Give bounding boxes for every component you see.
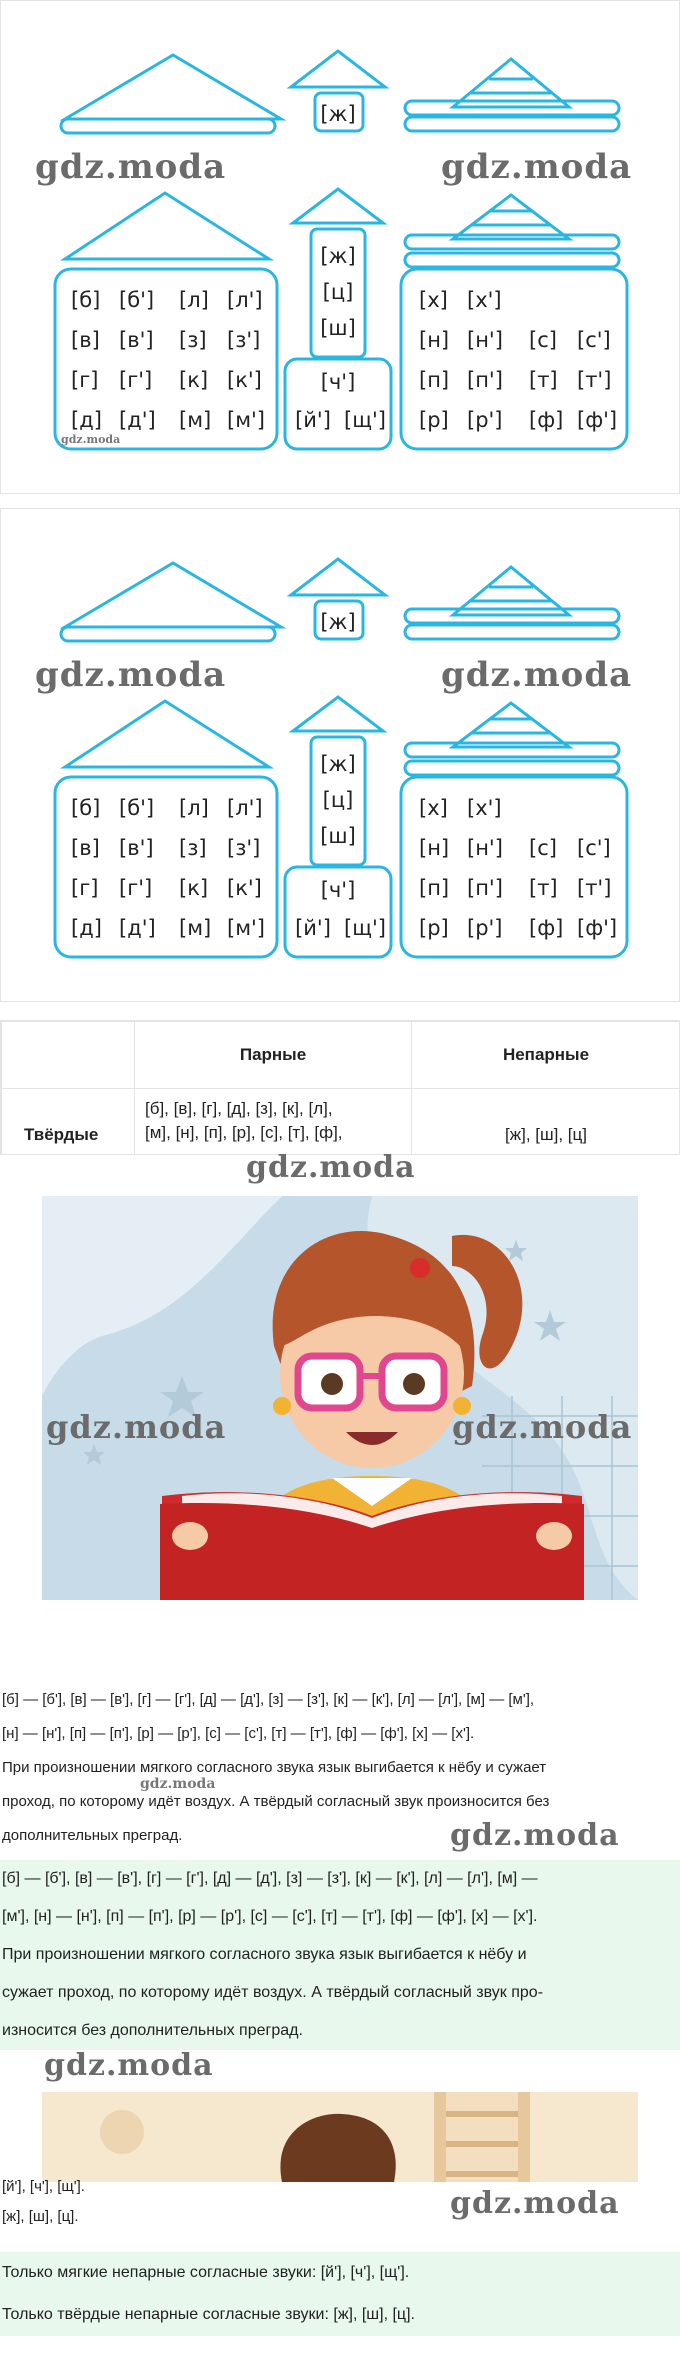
cell-sound: [с] bbox=[529, 328, 557, 352]
cell-sound: [д'] bbox=[119, 916, 156, 940]
text-line: дополнительных преград. bbox=[2, 1827, 183, 1844]
cell-sound: [ф'] bbox=[577, 916, 618, 940]
tower-sound: [ш] bbox=[320, 316, 356, 340]
scheme-card-1 bbox=[0, 0, 680, 494]
cell-sound: [н] bbox=[419, 836, 450, 860]
houses-scheme bbox=[1, 509, 680, 1003]
scheme-card-2 bbox=[0, 508, 680, 1002]
partial-illustration-image bbox=[42, 2092, 638, 2182]
cell-sound: [д] bbox=[71, 916, 102, 940]
cell-sound: [т'] bbox=[577, 368, 612, 392]
cell-sound: [в] bbox=[71, 328, 100, 352]
cell-sound: [к] bbox=[179, 368, 209, 392]
cell-sound: [н'] bbox=[467, 836, 503, 860]
cell-sound: [б'] bbox=[119, 288, 155, 312]
girl-reading-illustration bbox=[42, 1196, 638, 1600]
partial-illustration bbox=[42, 2092, 638, 2182]
tower-sound: [ш] bbox=[320, 824, 356, 848]
cell-sound: [ч'] bbox=[320, 878, 356, 902]
cell-sound: [т] bbox=[529, 876, 558, 900]
text-line: износится без дополнительных преград. bbox=[2, 2022, 303, 2039]
cell-sound: [л'] bbox=[227, 796, 263, 820]
cell-sound: [м'] bbox=[227, 408, 266, 432]
cell-sound: [х'] bbox=[467, 796, 502, 820]
watermark-small: gdz.moda bbox=[140, 1776, 216, 1792]
cell-sound: [д] bbox=[71, 408, 102, 432]
cell-sound: [ф] bbox=[529, 916, 564, 940]
cell-sound: [з] bbox=[179, 328, 207, 352]
cell-sound: [н'] bbox=[467, 328, 503, 352]
cell-sound: [в'] bbox=[119, 836, 154, 860]
watermark: gdz.moda bbox=[246, 1150, 416, 1185]
cell-sound: [х'] bbox=[467, 288, 502, 312]
cell-sound: [в'] bbox=[119, 328, 154, 352]
cell-sound: [м'] bbox=[227, 916, 266, 940]
cell-sound: [щ'] bbox=[344, 408, 386, 432]
cell-sound: [ф] bbox=[529, 408, 564, 432]
text-line: [б] — [б'], [в] — [в'], [г] — [г'], [д] — [д'], [з] — [з'], [к] — [к'], [л] — [л'], [м] — [м'], bbox=[2, 1691, 535, 1708]
text-line: проход, по которому идёт воздух. А твёрдый согласный звук произносится без bbox=[2, 1793, 550, 1810]
text-line: Только твёрдые непарные согласные звуки: [ж], [ш], [ц]. bbox=[2, 2306, 415, 2323]
cell-sound: [й'] bbox=[295, 408, 331, 432]
cell-sound: [з'] bbox=[227, 836, 261, 860]
cell-sound: [б] bbox=[71, 288, 101, 312]
cell-sound: [д'] bbox=[119, 408, 156, 432]
cell-sound: [с] bbox=[529, 836, 557, 860]
cell-sound: [к'] bbox=[227, 876, 262, 900]
col-header-paired: Парные bbox=[135, 1022, 412, 1089]
watermark: gdz.moda bbox=[452, 1408, 633, 1446]
text-line: [м'], [н] — [н'], [п] — [п'], [р] — [р'], [с] — [с'], [т] — [т'], [ф] — [ф'], [х] — [х']. bbox=[2, 1908, 538, 1925]
cell-sound: [щ'] bbox=[344, 916, 386, 940]
cell-line: [б], [в], [г], [д], [з], [к], [л], bbox=[145, 1099, 333, 1118]
cell-sound: [т] bbox=[529, 368, 558, 392]
cell-line: [м], [н], [п], [р], [с], [т], [ф], bbox=[145, 1123, 343, 1142]
cell-sound: [р] bbox=[419, 916, 449, 940]
cell-sound: [ч'] bbox=[320, 370, 356, 394]
watermark: gdz.moda bbox=[450, 2186, 620, 2221]
consonants-table bbox=[0, 1020, 680, 1155]
cell-sound: [н] bbox=[419, 328, 450, 352]
cell-sound: [м] bbox=[179, 408, 212, 432]
cell-sound: [к] bbox=[179, 876, 209, 900]
cell-sound: [й'] bbox=[295, 916, 331, 940]
cell-sound: [б'] bbox=[119, 796, 155, 820]
cell-sound: [л] bbox=[179, 796, 209, 820]
text-line: При произношении мягкого согласного звука язык выгибается к нёбу и bbox=[2, 1946, 527, 1963]
watermark: gdz.moda bbox=[44, 2048, 214, 2083]
top-window-sound: [ж] bbox=[320, 102, 356, 126]
watermark: gdz.moda bbox=[450, 1818, 620, 1853]
top-window-sound: [ж] bbox=[320, 610, 356, 634]
houses-scheme bbox=[1, 1, 680, 495]
cell-sound: [г] bbox=[71, 368, 99, 392]
watermark: gdz.moda bbox=[35, 147, 227, 187]
cell-sound: [з'] bbox=[227, 328, 261, 352]
cell-sound: [п'] bbox=[467, 368, 503, 392]
tower-sound: [ж] bbox=[320, 244, 356, 268]
cell-sound: [п] bbox=[419, 876, 450, 900]
cell-hard-unpaired: [ж], [ш], [ц] bbox=[412, 1089, 680, 1156]
watermark: gdz.moda bbox=[46, 1408, 227, 1446]
answer-text-2 bbox=[0, 1860, 680, 2050]
cell-hard-paired bbox=[135, 1089, 412, 1156]
text-line: [н] — [н'], [п] — [п'], [р] — [р'], [с] — [с'], [т] — [т'], [ф] — [ф'], [х] — [х']. bbox=[2, 1725, 475, 1742]
text-line: [й'], [ч'], [щ']. bbox=[2, 2178, 85, 2195]
answer-text-4 bbox=[0, 2252, 680, 2336]
cell-sound: [ф'] bbox=[577, 408, 618, 432]
row-header-hard: Твёрдые bbox=[2, 1089, 135, 1156]
cell-sound: [р'] bbox=[467, 916, 503, 940]
text-line: [ж], [ш], [ц]. bbox=[2, 2208, 79, 2225]
tower-sound: [ц] bbox=[322, 280, 354, 304]
cell-sound: [б] bbox=[71, 796, 101, 820]
watermark: gdz.moda bbox=[35, 655, 227, 695]
cell-sound: [л] bbox=[179, 288, 209, 312]
cell-sound: [г'] bbox=[119, 876, 153, 900]
col-header-unpaired: Непарные bbox=[412, 1022, 680, 1089]
watermark: gdz.moda bbox=[441, 655, 633, 695]
tower-sound: [ц] bbox=[322, 788, 354, 812]
cell-sound: [р] bbox=[419, 408, 449, 432]
watermark: gdz.moda bbox=[441, 147, 633, 187]
cell-sound: [п'] bbox=[467, 876, 503, 900]
text-line: При произношении мягкого согласного звука язык выгибается к нёбу и сужает bbox=[2, 1759, 547, 1776]
cell-sound: [в] bbox=[71, 836, 100, 860]
watermark-small: gdz.moda bbox=[61, 433, 121, 446]
tower-sound: [ж] bbox=[320, 752, 356, 776]
cell-sound: [з] bbox=[179, 836, 207, 860]
cell-sound: [с'] bbox=[577, 328, 611, 352]
cell-sound: [т'] bbox=[577, 876, 612, 900]
cell-sound: [к'] bbox=[227, 368, 262, 392]
girl-reading-image bbox=[42, 1196, 638, 1600]
cell-sound: [п] bbox=[419, 368, 450, 392]
cell-sound: [р'] bbox=[467, 408, 503, 432]
text-line: сужает проход, по которому идёт воздух. А твёрдый согласный звук про- bbox=[2, 1984, 544, 2001]
text-line: [б] — [б'], [в] — [в'], [г] — [г'], [д] — [д'], [з] — [з'], [к] — [к'], [л] — [л'], [м] — bbox=[2, 1870, 538, 1887]
cell-sound: [л'] bbox=[227, 288, 263, 312]
cell-sound: [г] bbox=[71, 876, 99, 900]
text-line: Только мягкие непарные согласные звуки: [й'], [ч'], [щ']. bbox=[2, 2264, 410, 2281]
cell-sound: [х] bbox=[419, 288, 448, 312]
cell-sound: [г'] bbox=[119, 368, 153, 392]
cell-sound: [м] bbox=[179, 916, 212, 940]
cell-sound: [х] bbox=[419, 796, 448, 820]
table-corner bbox=[2, 1022, 135, 1089]
cell-sound: [с'] bbox=[577, 836, 611, 860]
